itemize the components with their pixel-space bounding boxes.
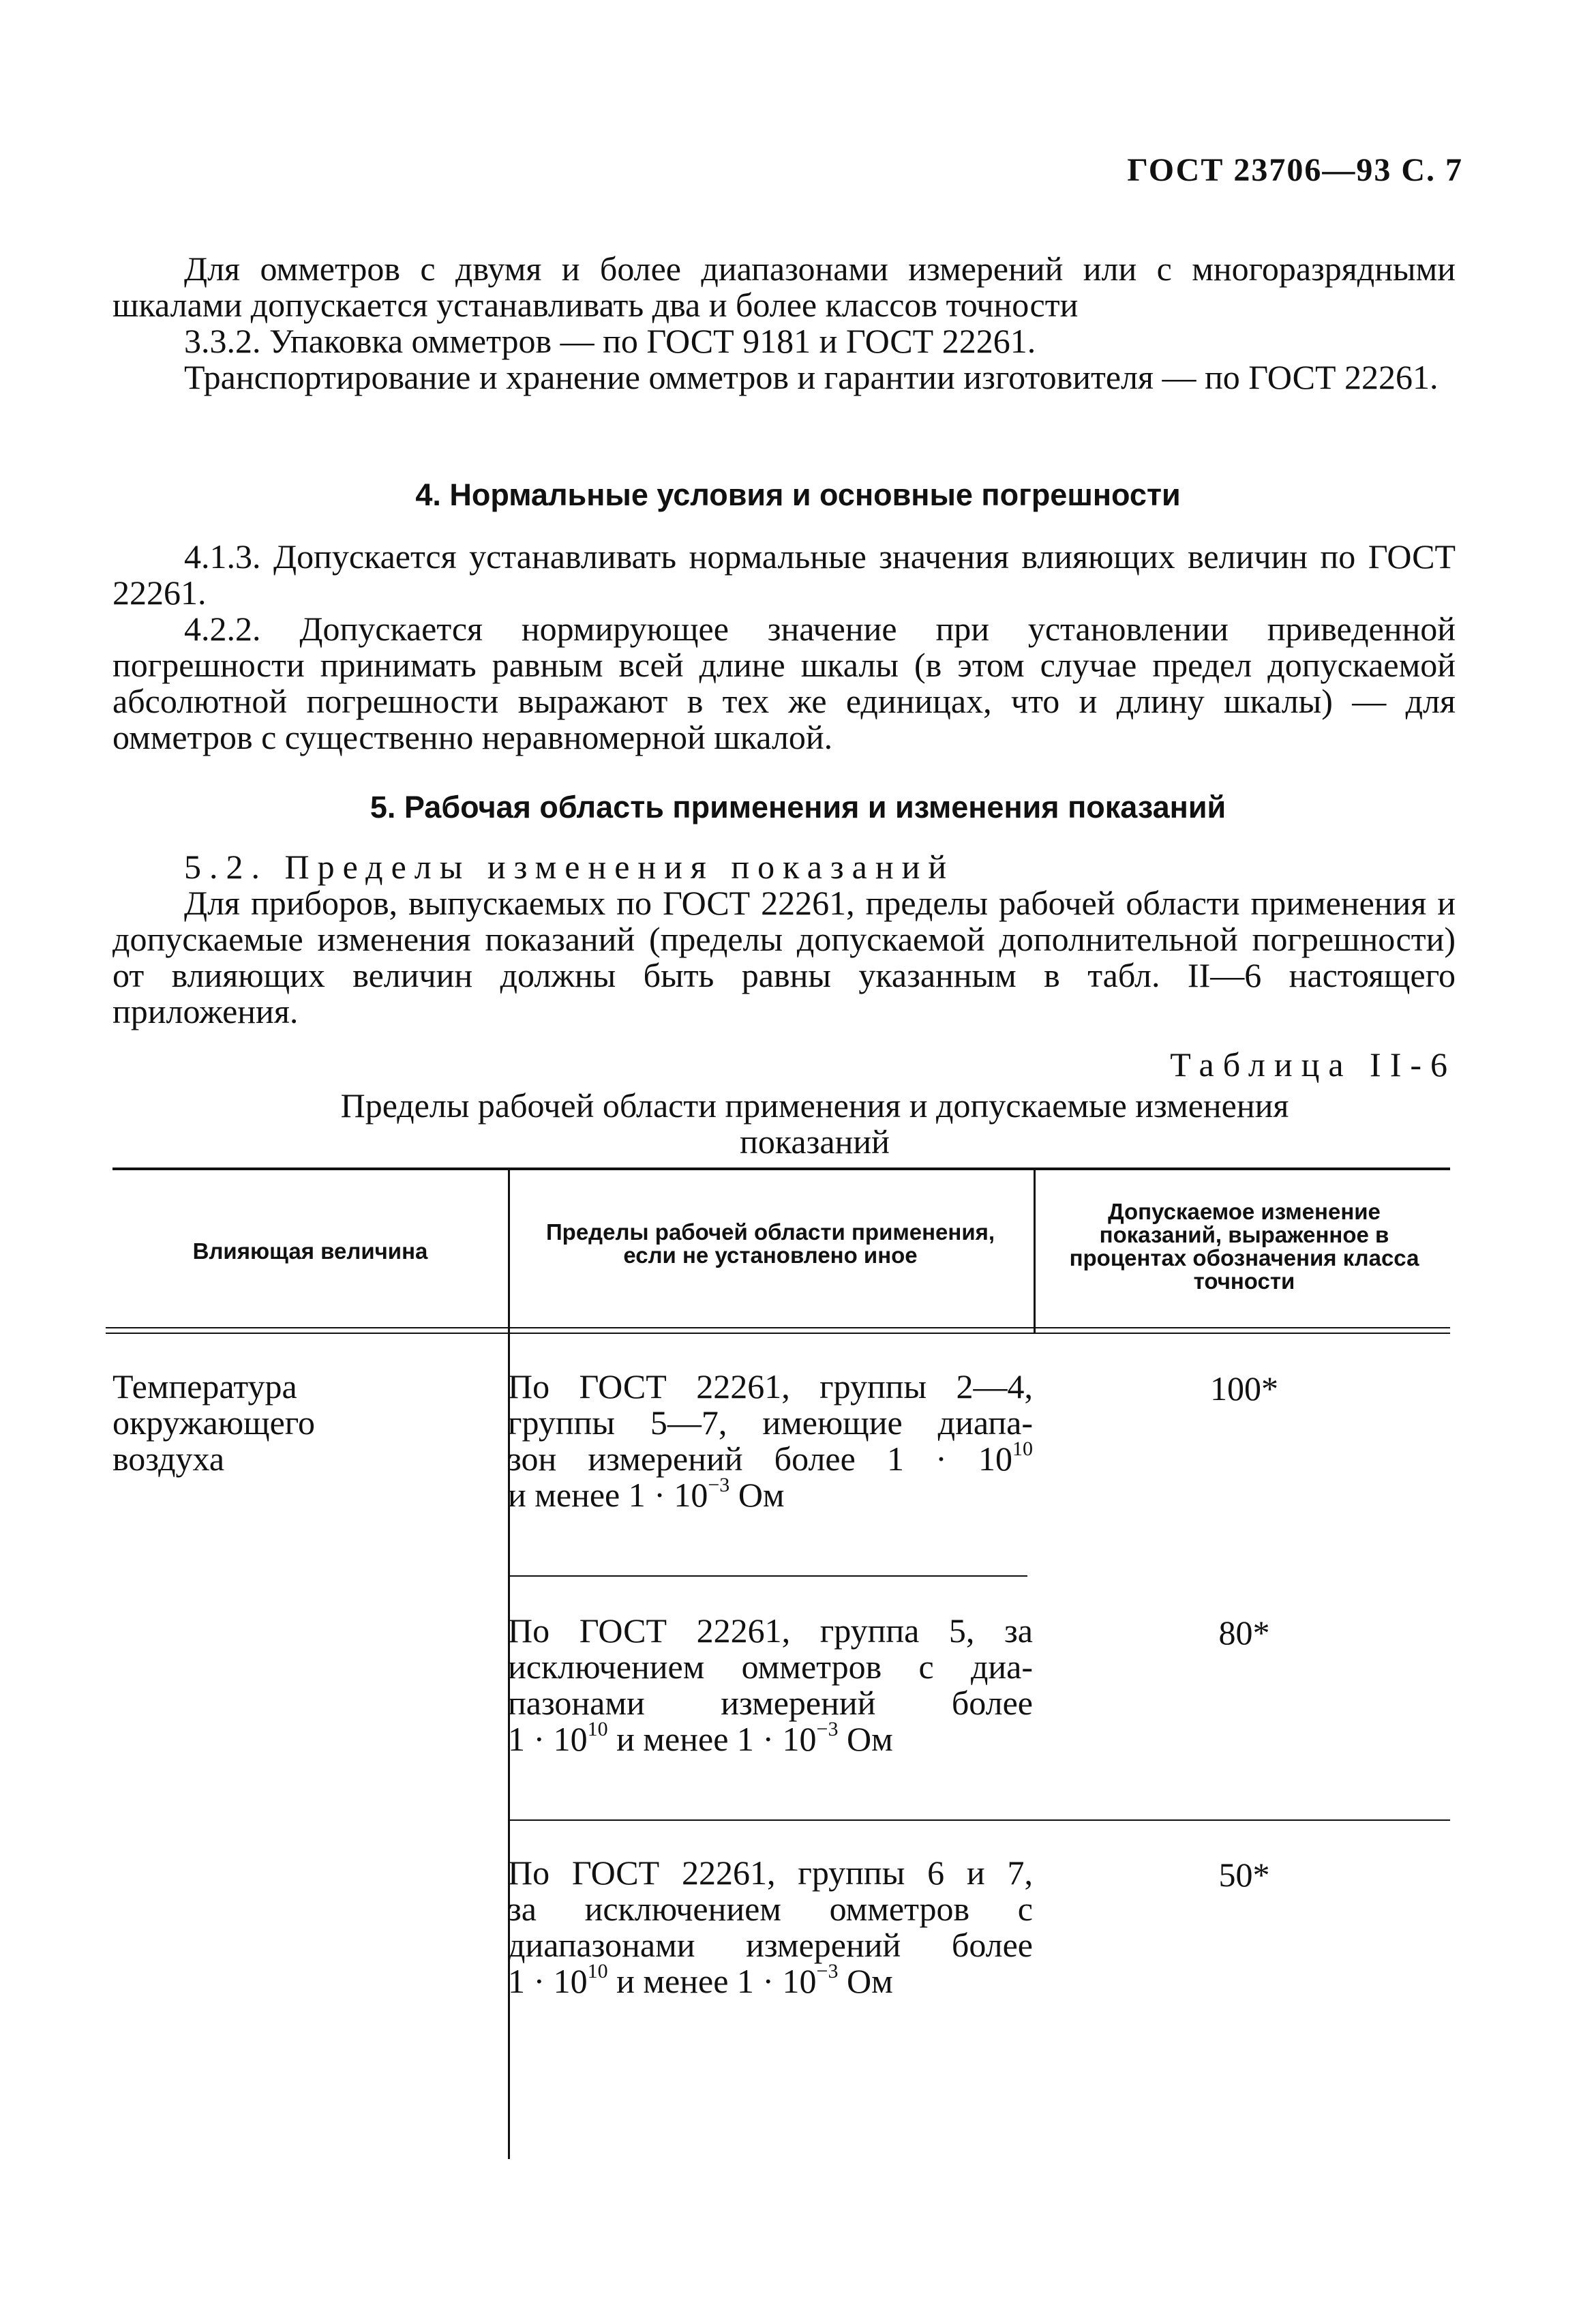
row3-value: 50* bbox=[1218, 1856, 1270, 1894]
row2-line3: пазонами измерений более bbox=[508, 1684, 1033, 1722]
header-bottom-rule-1 bbox=[106, 1327, 1450, 1328]
row3-line4-text2: и менее 1 · 10 bbox=[607, 1962, 817, 2000]
row3-line4-text: 1 · 10 bbox=[508, 1962, 588, 2000]
row3-line1: По ГОСТ 22261, группы 6 и 7, bbox=[508, 1854, 1033, 1892]
row1-line1: По ГОСТ 22261, группы 2—4, bbox=[508, 1367, 1033, 1406]
row3-line2: за исключением омметров с bbox=[508, 1890, 1033, 1928]
table-row bbox=[508, 1855, 1033, 1999]
row3-line4-exponent2: −3 bbox=[816, 1959, 839, 1982]
row1-line3-exponent: 10 bbox=[1012, 1437, 1033, 1460]
row1-value: 100* bbox=[1210, 1369, 1278, 1408]
paragraph-5-2-heading: 5.2. Пределы изменения показаний bbox=[184, 848, 955, 886]
row2-value: 80* bbox=[1218, 1613, 1270, 1652]
header-bottom-rule-2 bbox=[106, 1333, 1450, 1334]
row2-line2: исключением омметров с диа- bbox=[508, 1648, 1033, 1686]
table-row bbox=[508, 1369, 1033, 1513]
section-heading-5: 5. Рабочая область применения и изменения показаний bbox=[370, 790, 1226, 824]
table-label: Таблица II-6 bbox=[1170, 1045, 1456, 1084]
paragraph-4-2-2: 4.2.2. Допускается нормирующее значение при установлении приведенной погрешности принимать равным всей длине шкалы (в этом случае предел допускаемой абсолютной погрешности выражают в тех же единицах, что и длину шкалы) — для омметров с существенно неравномерной шкалой. bbox=[112, 610, 1456, 756]
running-head: ГОСТ 23706—93 С. 7 bbox=[1127, 152, 1463, 188]
row2-line4-unit: Ом bbox=[838, 1720, 893, 1758]
row2-line4-exponent2: −3 bbox=[816, 1717, 839, 1740]
row1-line3 bbox=[508, 1437, 1033, 1478]
row2-line4-exponent: 10 bbox=[587, 1717, 608, 1740]
column-header-limits: Пределы рабочей области применения, если не установлено иное bbox=[545, 1219, 995, 1268]
row1-line2: группы 5—7, имеющие диапа- bbox=[508, 1403, 1033, 1442]
row-divider-2 bbox=[508, 1819, 1450, 1821]
row-divider-1 bbox=[508, 1575, 1027, 1577]
paragraph-transport: Транспортирование и хранение омметров и гарантии изготовителя — по ГОСТ 22261. bbox=[184, 358, 1439, 396]
row2-line4 bbox=[508, 1717, 1033, 1758]
column-header-change: Допускаемое изменение показаний, выраженное в процентах обозначения класса точности bbox=[1069, 1199, 1419, 1294]
section-heading-4: 4. Нормальные условия и основные погрешности bbox=[415, 477, 1181, 512]
row3-line4-unit: Ом bbox=[838, 1962, 893, 2000]
row3-line4 bbox=[508, 1959, 1033, 2000]
table-top-rule bbox=[112, 1168, 1450, 1170]
paragraph-4-1-3: 4.1.3. Допускается устанавливать нормальные значения влияющих величин по ГОСТ 22261. bbox=[112, 537, 1456, 612]
table-row bbox=[508, 1613, 1033, 1757]
row2-line4-text2: и менее 1 · 10 bbox=[607, 1720, 817, 1758]
row3-line3: диапазонами измерений более bbox=[508, 1926, 1033, 1964]
table-title: Пределы рабочей области применения и допускаемые изменения показаний bbox=[340, 1086, 1289, 1161]
row1-line4-exponent: −3 bbox=[708, 1473, 730, 1496]
row1-line3-text: зон измерений более 1 · 10 bbox=[508, 1440, 1012, 1478]
column-divider-2 bbox=[1034, 1170, 1036, 1334]
paragraph-3-3-2: 3.3.2. Упаковка омметров — по ГОСТ 9181 и ГОСТ 22261. bbox=[184, 322, 1036, 360]
row1-line4 bbox=[508, 1473, 1033, 1514]
paragraph-multirange: Для омметров с двумя и более диапазонами измерений или с многоразрядными шкалами допускается устанавливать два и более классов точности bbox=[112, 250, 1456, 324]
row3-line4-exponent: 10 bbox=[587, 1959, 608, 1982]
paragraph-5-2-body: Для приборов, выпускаемых по ГОСТ 22261, пределы рабочей области применения и допускаемые изменения показаний (пределы допускаемой дополнительной погрешности) от влияющих величин должны быть равны указанным в табл. II—6 настоящего приложения. bbox=[112, 884, 1456, 1030]
column-header-influence: Влияющая величина bbox=[192, 1238, 428, 1264]
influence-quantity-temperature: Температура окружающего воздуха bbox=[112, 1367, 316, 1478]
row2-line1: По ГОСТ 22261, группа 5, за bbox=[508, 1611, 1033, 1650]
row2-line4-text: 1 · 10 bbox=[508, 1720, 588, 1758]
row1-line4-text: и менее 1 · 10 bbox=[508, 1476, 708, 1514]
row1-line4-unit: Ом bbox=[729, 1476, 785, 1514]
